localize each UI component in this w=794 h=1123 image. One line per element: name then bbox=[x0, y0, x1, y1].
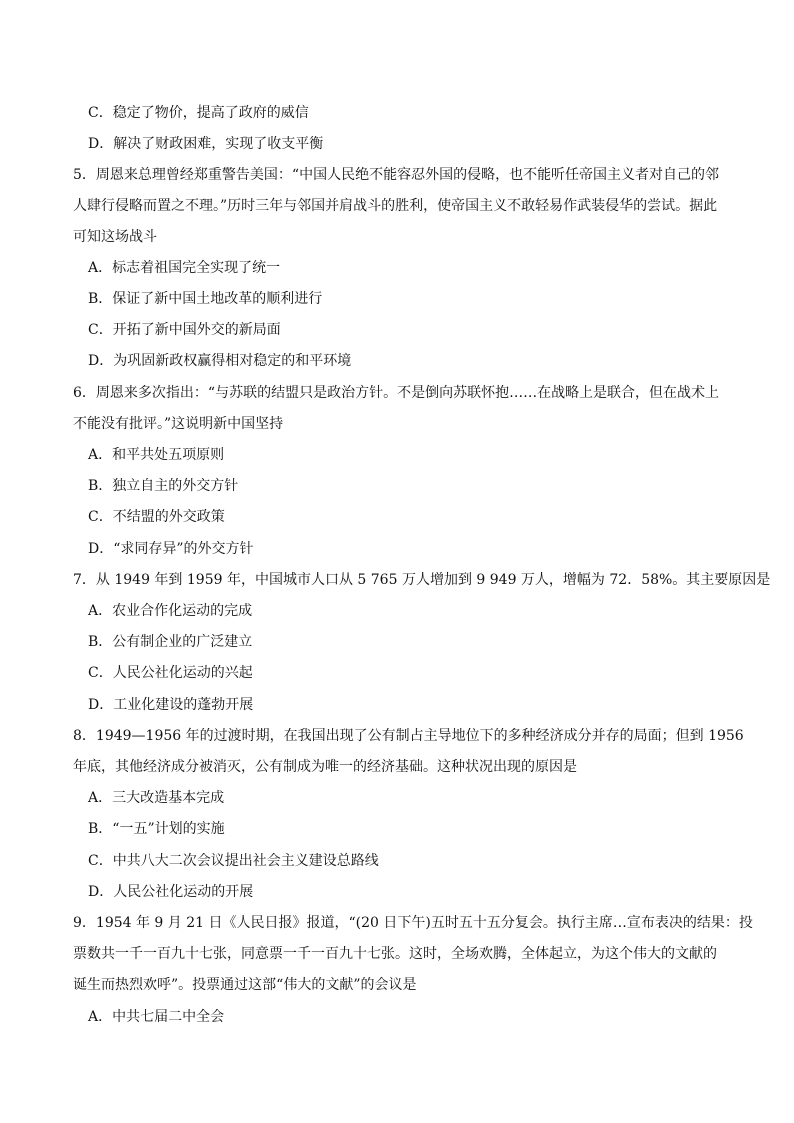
q8-stem-line-1: 8．1949—1956 年的过渡时期，在我国出现了公有制占主导地位下的多种经济成分并存的局面；但到 1956 bbox=[73, 728, 744, 744]
q7-option-d: D．工业化建设的蓬勃开展 bbox=[88, 697, 254, 713]
q5-stem-line-3: 可知这场战斗 bbox=[73, 229, 157, 245]
q9-option-a: A．中共七届二中全会 bbox=[88, 1009, 225, 1025]
q8-option-c: C．中共八大二次会议提出社会主义建设总路线 bbox=[88, 853, 379, 869]
q9-stem-line-3: 诞生而热烈欢呼”。投票通过这部“伟大的文献”的会议是 bbox=[73, 977, 417, 993]
q4-option-c: C．稳定了物价，提高了政府的威信 bbox=[88, 105, 309, 121]
q5-option-b: B．保证了新中国土地改革的顺利进行 bbox=[88, 291, 323, 307]
q7-option-c: C．人民公社化运动的兴起 bbox=[88, 665, 253, 681]
q7-option-b: B．公有制企业的广泛建立 bbox=[88, 634, 253, 650]
q6-option-d: D．“求同存异”的外交方针 bbox=[88, 541, 254, 557]
q7-stem-line-1: 7．从 1949 年到 1959 年，中国城市人口从 5 765 万人增加到 9 949 万人，增幅为 72．58%。其主要原因是 bbox=[73, 572, 771, 588]
q7-option-a: A．农业合作化运动的完成 bbox=[88, 603, 253, 619]
q8-option-d: D．人民公社化运动的开展 bbox=[88, 884, 254, 900]
q9-stem-line-2: 票数共一千一百九十七张，同意票一千一百九十七张。这时，全场欢腾，全体起立，为这个伟大的文献的 bbox=[73, 946, 717, 962]
q6-option-b: B．独立自主的外交方针 bbox=[88, 478, 239, 494]
q5-option-a: A．标志着祖国完全实现了统一 bbox=[88, 260, 281, 276]
q5-stem-line-2: 人肆行侵略而置之不理。”历时三年与邻国并肩战斗的胜利，使帝国主义不敢轻易作武装侵华的尝试。据此 bbox=[73, 198, 718, 214]
q8-option-b: B．“一五”计划的实施 bbox=[88, 821, 225, 837]
q6-stem-line-2: 不能没有批评。”这说明新中国坚持 bbox=[73, 416, 284, 432]
q6-stem-line-1: 6．周恩来多次指出：“与苏联的结盟只是政治方针。不是倒向苏联怀抱……在战略上是联合，但在战术上 bbox=[73, 385, 720, 401]
q5-option-c: C．开拓了新中国外交的新局面 bbox=[88, 322, 281, 338]
q5-option-d: D．为巩固新政权赢得相对稳定的和平环境 bbox=[88, 353, 352, 369]
q6-option-c: C．不结盟的外交政策 bbox=[88, 509, 225, 525]
q8-option-a: A．三大改造基本完成 bbox=[88, 790, 225, 806]
q8-stem-line-2: 年底，其他经济成分被消灭，公有制成为唯一的经济基础。这种状况出现的原因是 bbox=[73, 759, 577, 775]
q9-stem-line-1: 9．1954 年 9 月 21 日《人民日报》报道，“(20 日下午)五时五十五分复会。执行主席…宣布表决的结果：投 bbox=[73, 915, 753, 931]
q5-stem-line-1: 5．周恩来总理曾经郑重警告美国：“中国人民绝不能容忍外国的侵略，也不能听任帝国主义者对自己的邻 bbox=[73, 167, 720, 183]
q6-option-a: A．和平共处五项原则 bbox=[88, 447, 225, 463]
q4-option-d: D．解决了财政困难，实现了收支平衡 bbox=[88, 136, 324, 152]
